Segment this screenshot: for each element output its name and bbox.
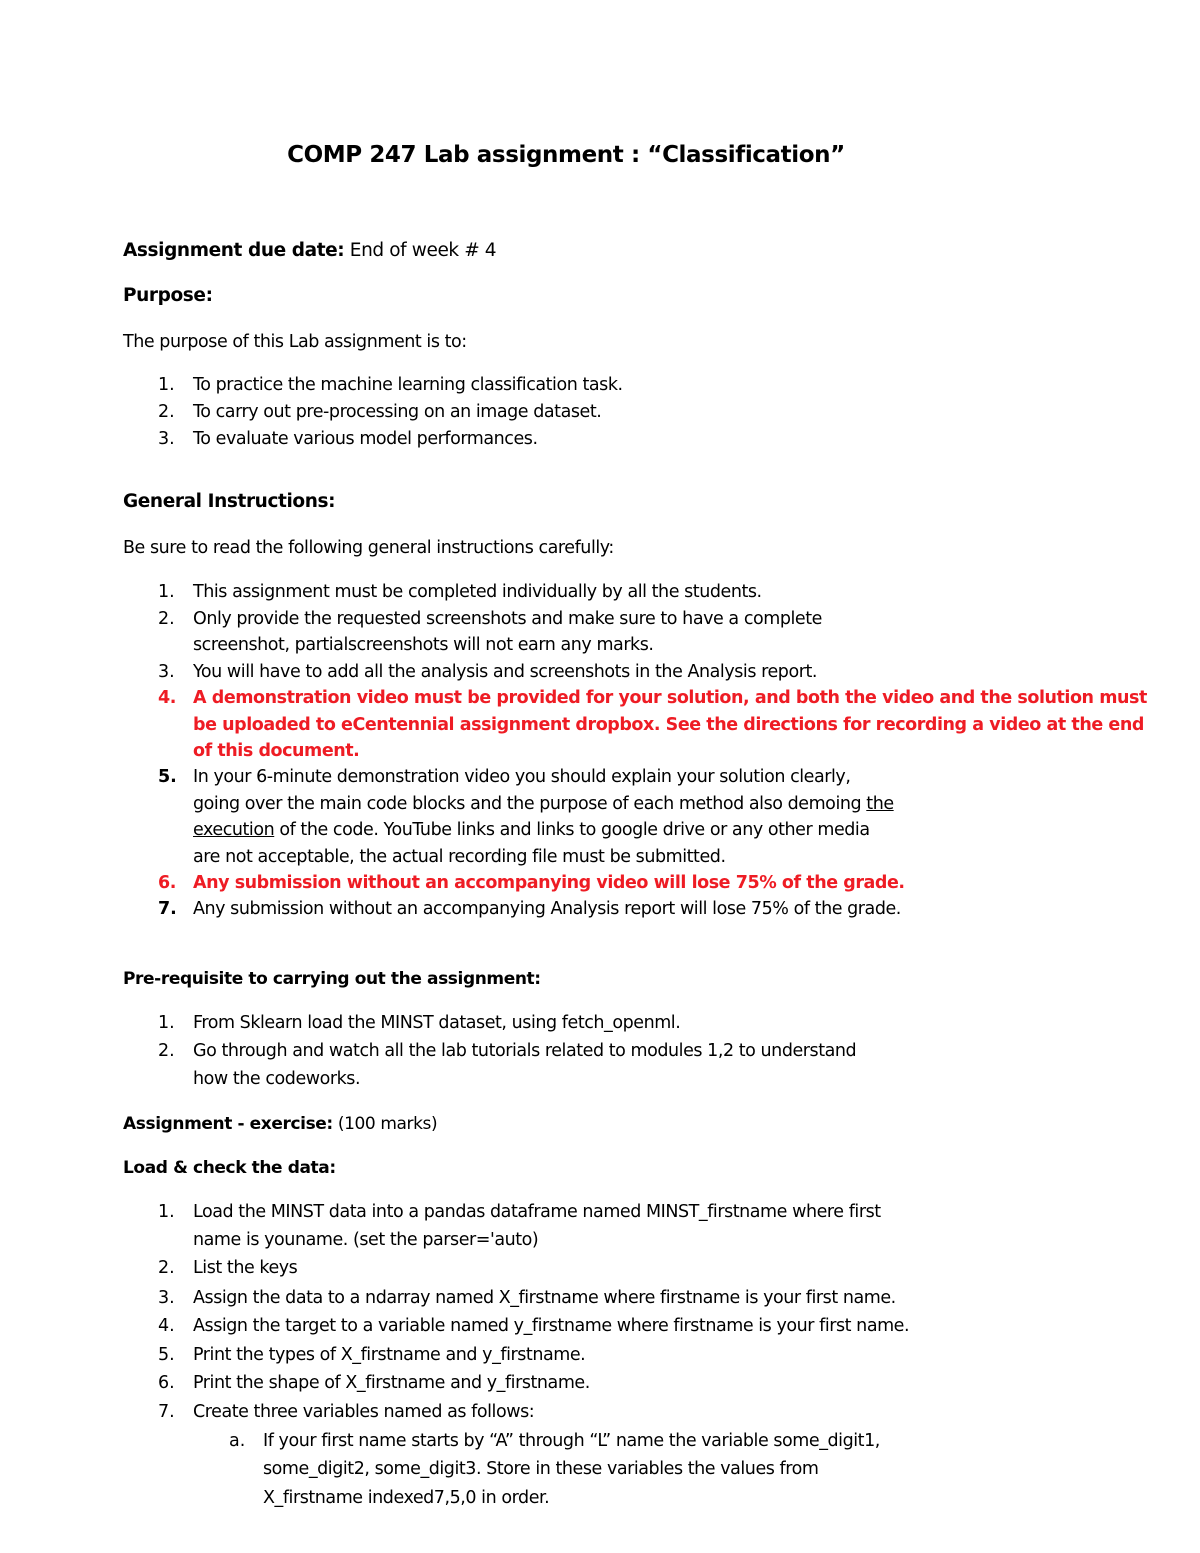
document-title: COMP 247 Lab assignment : “Classification” xyxy=(287,142,845,168)
general-item-text: You will have to add all the analysis and screenshots in the Analysis report. xyxy=(193,662,817,682)
general-item-text: going over the main code blocks and the purpose of each method also demoing the xyxy=(193,794,894,814)
prereq-item-text: Go through and watch all the lab tutorials related to modules 1,2 to understand xyxy=(193,1041,857,1061)
load-item-number: 4. xyxy=(158,1316,175,1336)
purpose-item-number: 3. xyxy=(158,429,175,449)
load-item-text: name is youname. (set the parser='auto) xyxy=(193,1230,539,1250)
general-item-text: screenshot, partialscreenshots will not earn any marks. xyxy=(193,635,654,655)
general-item-number: 4. xyxy=(158,688,176,708)
purpose-intro: The purpose of this Lab assignment is to: xyxy=(123,332,467,352)
general-item-number: 6. xyxy=(158,873,176,893)
load-heading: Load & check the data: xyxy=(123,1158,336,1178)
prereq-item-text: From Sklearn load the MINST dataset, using fetch_openml. xyxy=(193,1013,681,1033)
load-item-text: Print the shape of X_firstname and y_firstname. xyxy=(193,1373,590,1393)
general-intro: Be sure to read the following general instructions carefully: xyxy=(123,538,614,558)
exercise-heading-label: Assignment - exercise: xyxy=(123,1114,333,1134)
load-item-number: 3. xyxy=(158,1288,175,1308)
purpose-item-text: To evaluate various model performances. xyxy=(193,429,538,449)
purpose-item-text: To practice the machine learning classification task. xyxy=(193,375,623,395)
exercise-marks: (100 marks) xyxy=(332,1114,438,1134)
load-subitem-text: X_firstname indexed7,5,0 in order. xyxy=(263,1488,550,1508)
prereq-heading: Pre-requisite to carrying out the assignment: xyxy=(123,969,541,989)
load-item-text: Print the types of X_firstname and y_firstname. xyxy=(193,1345,586,1365)
load-item-text: List the keys xyxy=(193,1258,298,1278)
general-item-text: are not acceptable, the actual recording file must be submitted. xyxy=(193,847,726,867)
general-item-text: In your 6-minute demonstration video you should explain your solution clearly, xyxy=(193,767,851,787)
general-item-text-warning: be uploaded to eCentennial assignment dropbox. See the directions for recording a video at the end xyxy=(193,715,1144,735)
general-item-number: 2. xyxy=(158,609,175,629)
exercise-heading xyxy=(123,1112,437,1136)
general-item-text: Any submission without an accompanying Analysis report will lose 75% of the grade. xyxy=(193,899,901,919)
load-subitem-letter: a. xyxy=(229,1431,246,1451)
load-item-number: 7. xyxy=(158,1402,175,1422)
load-item-text: Assign the data to a ndarray named X_firstname where firstname is your first name. xyxy=(193,1288,896,1308)
due-date-label: Assignment due date: xyxy=(123,240,345,261)
general-item-number: 7. xyxy=(158,899,177,919)
general-item-text: execution of the code. YouTube links and links to google drive or any other media xyxy=(193,820,870,840)
general-item-text-warning: of this document. xyxy=(193,741,360,761)
general-item-number: 3. xyxy=(158,662,175,682)
load-item-number: 5. xyxy=(158,1345,175,1365)
prereq-item-number: 2. xyxy=(158,1041,175,1061)
load-item-text: Load the MINST data into a pandas dataframe named MINST_firstname where first xyxy=(193,1202,881,1222)
due-date-value: End of week # 4 xyxy=(344,240,497,261)
load-item-number: 1. xyxy=(158,1202,175,1222)
load-item-number: 6. xyxy=(158,1373,175,1393)
load-item-number: 2. xyxy=(158,1258,175,1278)
load-item-text: Assign the target to a variable named y_firstname where firstname is your first name. xyxy=(193,1316,910,1336)
prereq-item-text: how the codeworks. xyxy=(193,1069,361,1089)
purpose-item-text: To carry out pre-processing on an image dataset. xyxy=(193,402,602,422)
general-item-text-warning: Any submission without an accompanying video will lose 75% of the grade. xyxy=(193,873,905,893)
purpose-item-number: 1. xyxy=(158,375,175,395)
load-item-text: Create three variables named as follows: xyxy=(193,1402,535,1422)
load-subitem-text: some_digit2, some_digit3. Store in these variables the values from xyxy=(263,1459,819,1479)
general-item-text: This assignment must be completed individually by all the students. xyxy=(193,582,762,602)
general-item-text-warning: A demonstration video must be provided for your solution, and both the video and the solution must xyxy=(193,688,1147,708)
purpose-heading: Purpose: xyxy=(123,285,213,306)
prereq-item-number: 1. xyxy=(158,1013,175,1033)
purpose-item-number: 2. xyxy=(158,402,175,422)
load-subitem-text: If your first name starts by “A” through “L” name the variable some_digit1, xyxy=(263,1431,880,1451)
general-item-number: 1. xyxy=(158,582,175,602)
general-item-text: Only provide the requested screenshots and make sure to have a complete xyxy=(193,609,822,629)
general-item-number: 5. xyxy=(158,767,177,787)
general-heading: General Instructions: xyxy=(123,491,336,512)
due-date-line xyxy=(123,239,496,263)
